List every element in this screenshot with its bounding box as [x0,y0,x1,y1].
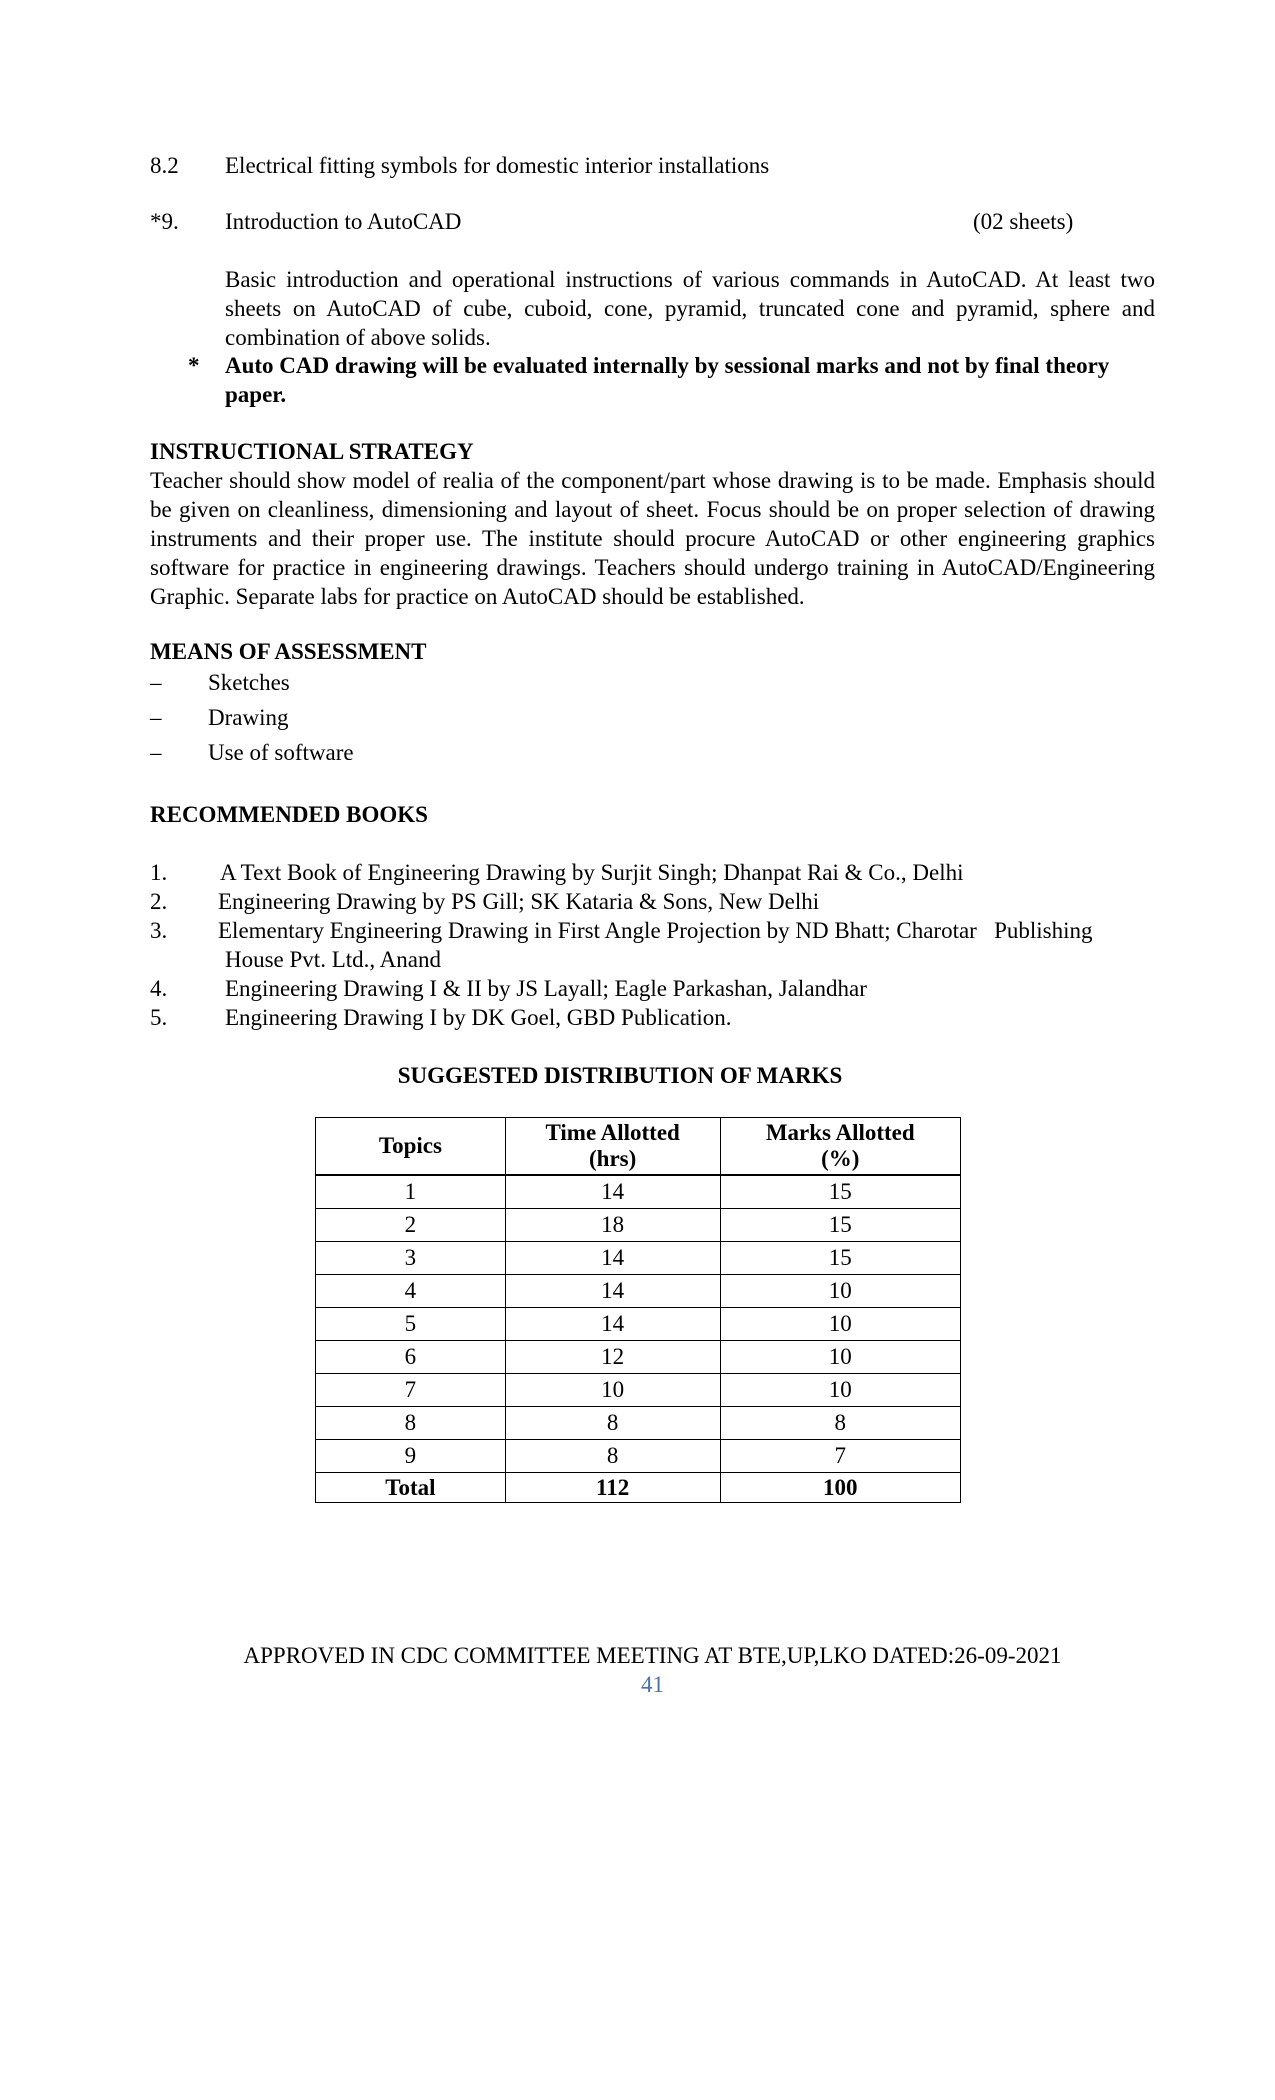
section-8-2 [150,151,1155,181]
cell-marks: 10 [720,1308,960,1341]
book-number: 1. [150,860,168,885]
table-row [316,1209,961,1242]
cell-time: 18 [505,1209,720,1242]
cell-topic: 7 [316,1374,506,1407]
cell-marks: 7 [720,1440,960,1473]
means-of-assessment-heading: MEANS OF ASSESSMENT [150,639,427,664]
cell-topic: 1 [316,1175,506,1209]
page-number: 41 [641,1672,664,1697]
section-text: Electrical fitting symbols for domestic interior installations [225,153,770,178]
cell-topic: 2 [316,1209,506,1242]
book-number: 5. [150,1005,168,1030]
dash-bullet: – [150,705,162,730]
header-line: (hrs) [589,1146,637,1171]
table-row [316,1407,961,1440]
cell-marks: 10 [720,1341,960,1374]
cell-time: 8 [505,1407,720,1440]
column-header-time [505,1118,720,1176]
dash-bullet: – [150,740,162,765]
marks-distribution-table [315,1117,961,1503]
cell-topic: 8 [316,1407,506,1440]
section-9 [150,207,1155,237]
cell-total-time: 112 [505,1473,720,1503]
book-number: 4. [150,976,168,1001]
cell-topic: 5 [316,1308,506,1341]
table-row [316,1175,961,1209]
table-row [316,1308,961,1341]
section-number: 8.2 [150,153,179,178]
approval-footer: APPROVED IN CDC COMMITTEE MEETING AT BTE,UP,LKO DATED:26-09-2021 [243,1643,1062,1668]
instructional-strategy-text: Teacher should show model of realia of the component/part whose drawing is to be made. Emphasis should be given on cleanliness, dimensioning and layout of sheet. Focus should be on proper selection of drawing instruments and their proper use. The institute should procure AutoCAD or other engineering graphics software for practice in engineering drawings. Teachers should undergo training in AutoCAD/Engineering Graphic. Separate labs for practice on AutoCAD should be established. [150,468,1155,609]
column-header-marks [720,1118,960,1176]
cell-time: 14 [505,1275,720,1308]
column-header-topics: Topics [316,1118,506,1176]
assessment-item: Sketches [208,670,290,695]
table-row [316,1440,961,1473]
cell-time: 14 [505,1308,720,1341]
section-number: *9. [150,209,179,234]
recommended-books-heading: RECOMMENDED BOOKS [150,802,428,827]
table-row [316,1275,961,1308]
book-title: Engineering Drawing by PS Gill; SK Kataria & Sons, New Delhi [218,889,820,914]
cell-time: 14 [505,1175,720,1209]
book-title: Elementary Engineering Drawing in First Angle Projection by ND Bhatt; Charotar Publishing [218,918,1093,943]
note-marker: * [188,353,200,378]
cell-marks: 15 [720,1209,960,1242]
cell-total-label: Total [316,1473,506,1503]
table-total-row [316,1473,961,1503]
assessment-item: Drawing [208,705,289,730]
book-title: A Text Book of Engineering Drawing by Surjit Singh; Dhanpat Rai & Co., Delhi [220,860,964,885]
book-number: 3. [150,918,168,943]
cell-time: 10 [505,1374,720,1407]
note-text: Auto CAD drawing will be evaluated internally by sessional marks and not by final theory paper. [225,353,1110,407]
cell-marks: 8 [720,1407,960,1440]
cell-marks: 10 [720,1275,960,1308]
book-title-continued: House Pvt. Ltd., Anand [225,947,441,972]
dash-bullet: – [150,670,162,695]
cell-marks: 15 [720,1175,960,1209]
cell-topic: 9 [316,1440,506,1473]
table-header-row [316,1118,961,1176]
section-title: Introduction to AutoCAD [225,209,462,234]
cell-total-marks: 100 [720,1473,960,1503]
book-title: Engineering Drawing I by DK Goel, GBD Publication. [225,1005,732,1030]
table-row [316,1242,961,1275]
cell-topic: 6 [316,1341,506,1374]
book-number: 2. [150,889,168,914]
cell-topic: 4 [316,1275,506,1308]
cell-marks: 10 [720,1374,960,1407]
instructional-strategy-heading: INSTRUCTIONAL STRATEGY [150,439,474,464]
assessment-item: Use of software [208,740,354,765]
table-row [316,1341,961,1374]
table-row [316,1374,961,1407]
cell-topic: 3 [316,1242,506,1275]
header-line: Marks Allotted [765,1120,915,1145]
cell-time: 14 [505,1242,720,1275]
section-9-description: Basic introduction and operational instructions of various commands in AutoCAD. At least two sheets on AutoCAD of cube, cuboid, cone, pyramid, truncated cone and pyramid, sphere and combination of above solids. [225,267,1155,350]
header-line: Time Allotted [545,1120,680,1145]
book-title: Engineering Drawing I & II by JS Layall; Eagle Parkashan, Jalandhar [225,976,867,1001]
cell-time: 8 [505,1440,720,1473]
cell-time: 12 [505,1341,720,1374]
cell-marks: 15 [720,1242,960,1275]
header-line: (%) [821,1146,860,1171]
sheet-count: (02 sheets) [973,209,1074,234]
marks-distribution-heading: SUGGESTED DISTRIBUTION OF MARKS [397,1063,843,1088]
